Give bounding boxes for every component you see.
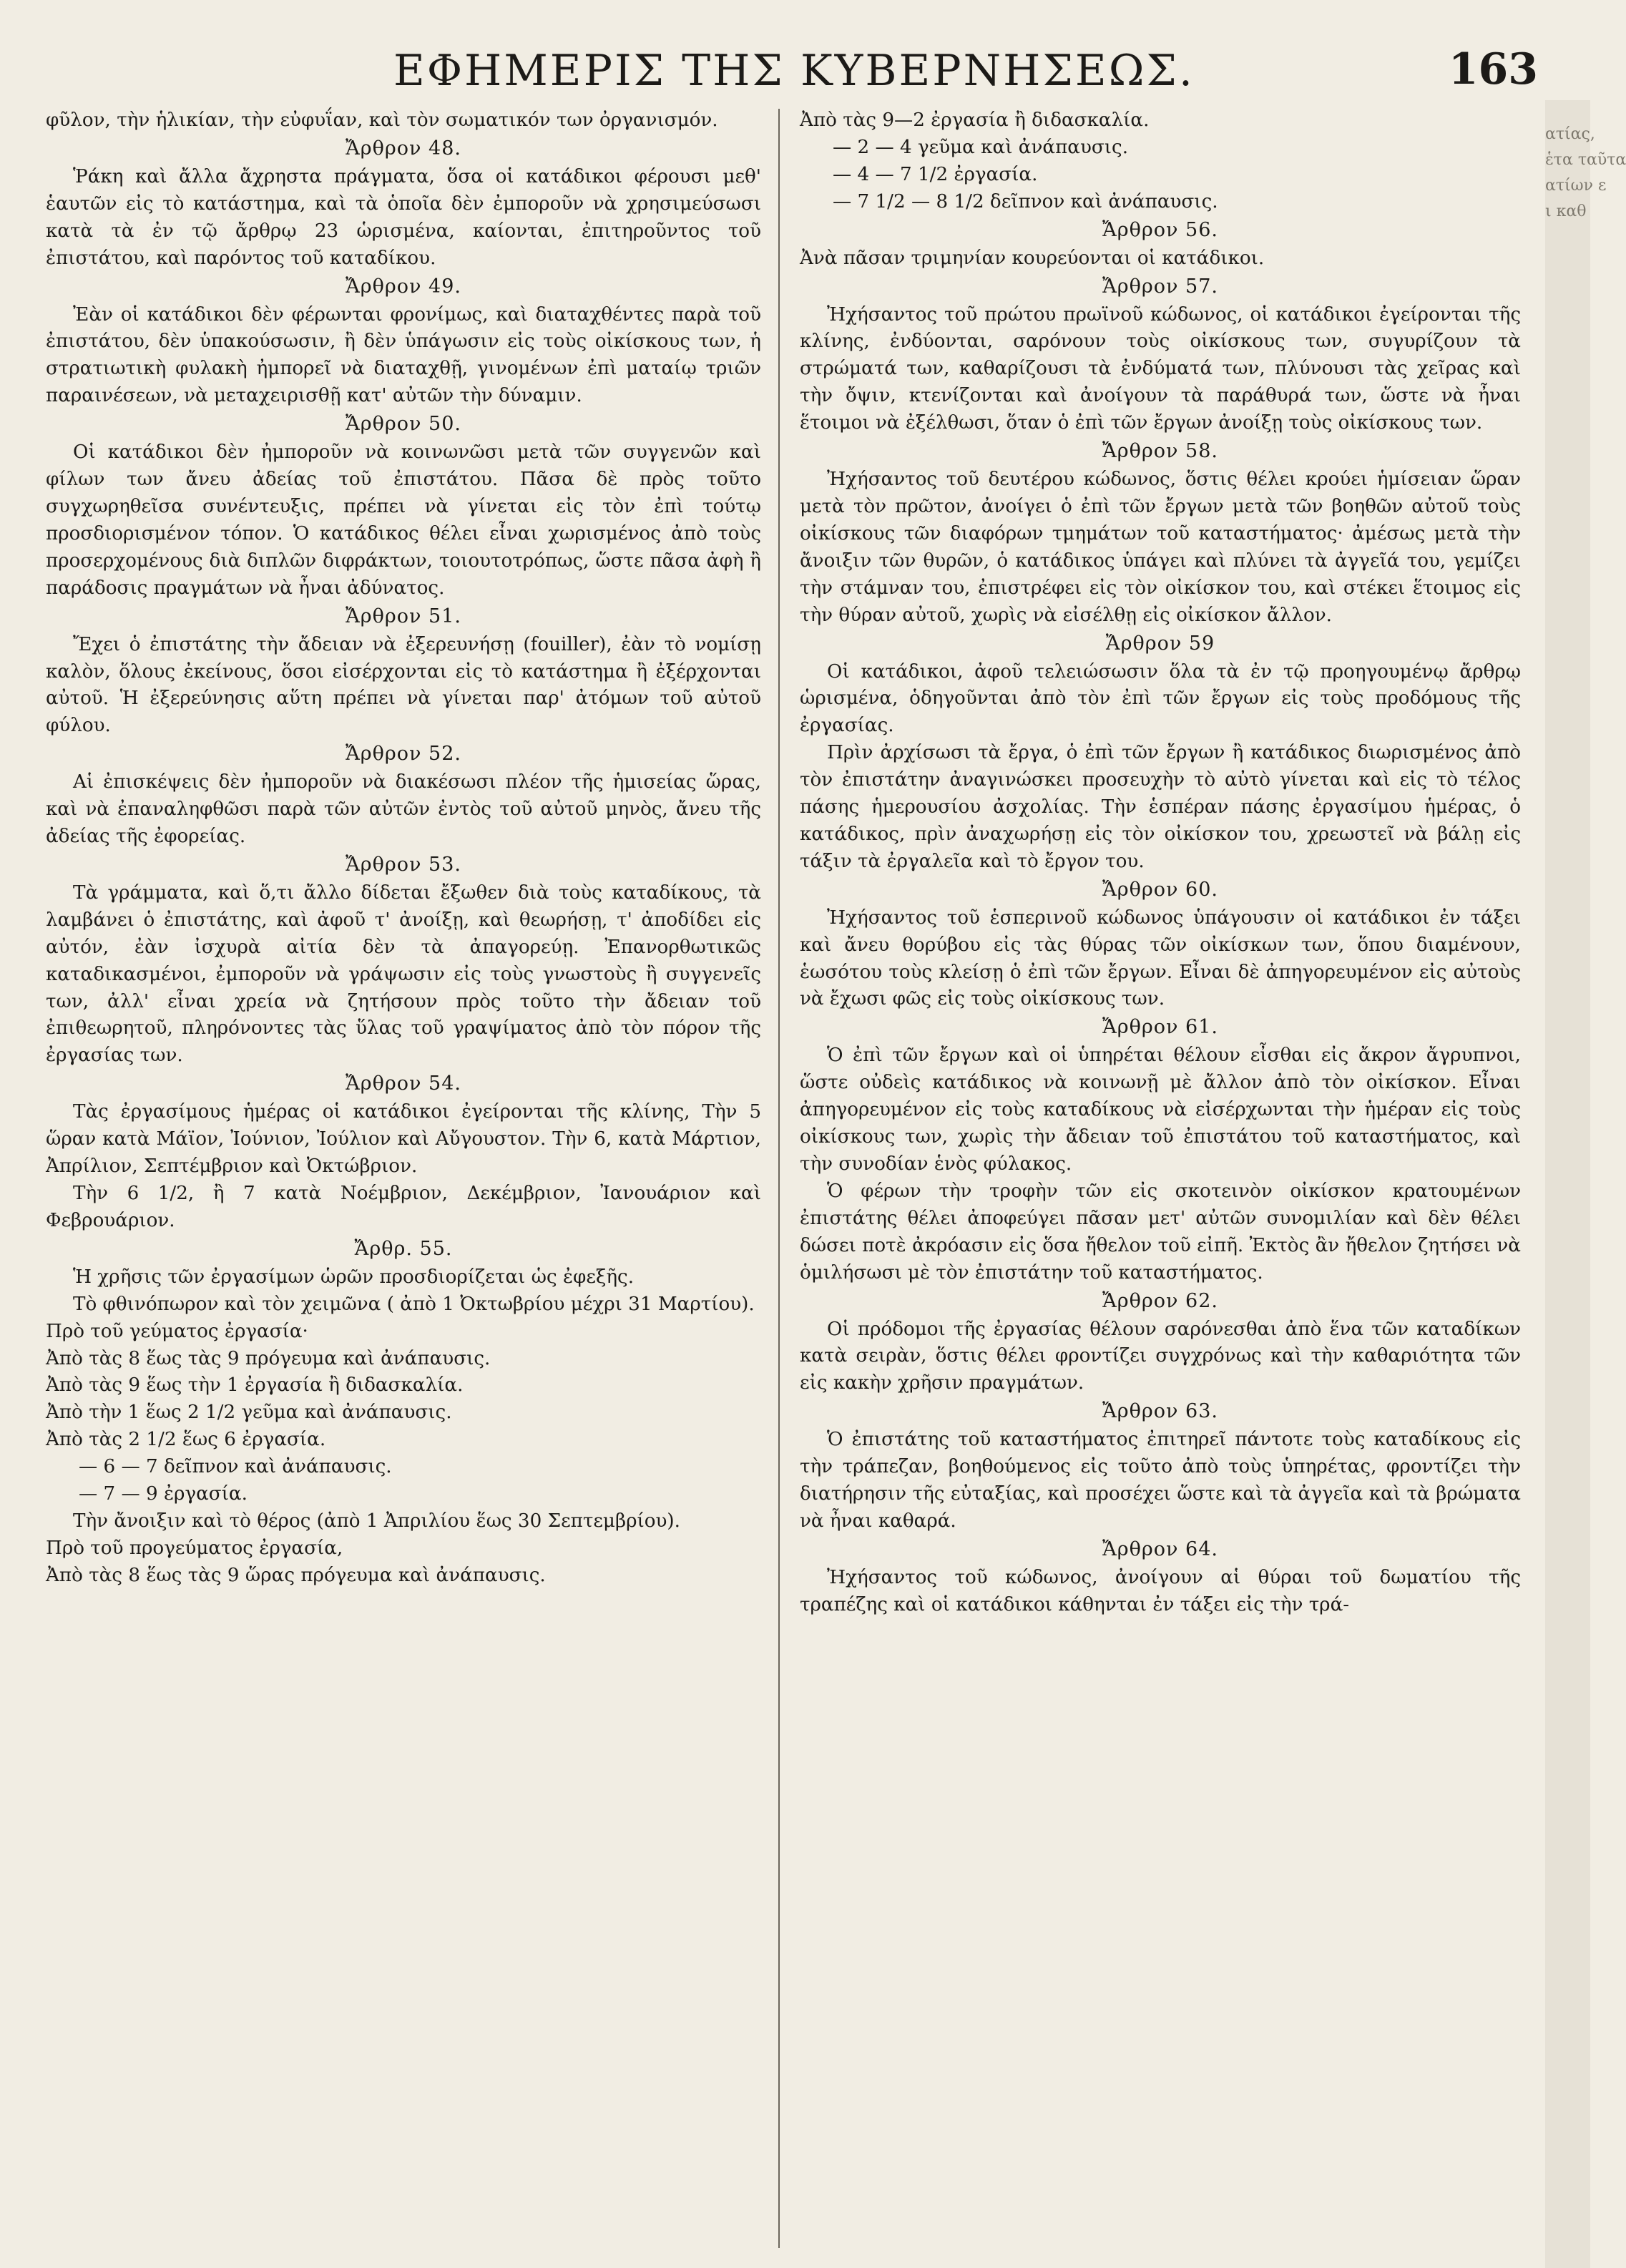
article-heading: Ἄρθρον 49. [345, 275, 461, 298]
schedule-line: Ἀπὸ τὰς 9 ἕως τὴν 1 ἐργασία ἢ διδασκαλία. [46, 1374, 464, 1397]
left-column [46, 107, 761, 2247]
article-heading: Ἄρθρον 60. [1102, 878, 1218, 901]
article-paragraph: Πρὶν ἀρχίσωσι τὰ ἔργα, ὁ ἐπὶ τῶν ἔργων ἢ κατάδικος διωρισμένος ἀπὸ τὸν ἐπιστάτην ἀναγινώσκει προσευχὴν τὸ αὐτὸ γίνεται καὶ εἰς τὸ τέλος πάσης ἡμερουσίου ἀσχολίας. Τὴν ἑσπέραν πάσης ἐργασίμου ἡμέρας, ὁ κατάδικος, πρὶν ἀναχωρήσῃ εἰς τὸν οἰκίσκον του, χρεωστεῖ νὰ βάλῃ εἰς τάξιν τὰ ἐργαλεῖα καὶ τὸ ἔργον του. [800, 742, 1521, 872]
schedule-line: — 6 — 7 δεῖπνον καὶ ἀνάπαυσις. [79, 1456, 392, 1478]
article-paragraph: Τὴν 6 1/2, ἢ 7 κατὰ Νοέμβριον, Δεκέμβριον, Ἰανουάριον καὶ Φεβρουάριον. [46, 1183, 761, 1231]
schedule-line: Πρὸ τοῦ προγεύματος ἐργασία, [46, 1537, 343, 1559]
article-paragraph: Ἠχήσαντος τοῦ ἑσπερινοῦ κώδωνος ὑπάγουσιν οἱ κατάδικοι ἐν τάξει καὶ ἄνευ θορύβου εἰς τὰς θύρας τῶν οἰκίσκων των, ὅπου διαμένουν, ἑωσότου τοὺς κλείσῃ ὁ ἐπὶ τῶν ἔργων. Εἶναι δὲ ἀπηγορευμένον εἰς αὐτοὺς νὰ ἔχωσι φῶς εἰς τοὺς οἰκίσκους των. [800, 906, 1521, 1010]
article-heading: Ἄρθρον 54. [345, 1072, 461, 1095]
schedule-line: Ἀπὸ τὴν 1 ἕως 2 1/2 γεῦμα καὶ ἀνάπαυσις. [46, 1402, 452, 1424]
schedule-line: Ἀπὸ τὰς 8 ἕως τὰς 9 ὥρας πρόγευμα καὶ ἀνάπαυσις. [46, 1564, 546, 1586]
edge-fragment: ι καθ [1545, 202, 1587, 220]
edge-fragment: ατίων ε [1545, 177, 1607, 195]
page-number: 163 [1448, 44, 1538, 94]
article-paragraph: Αἱ ἐπισκέψεις δὲν ἠμποροῦν νὰ διακέσωσι πλέον τῆς ἡμισείας ὥρας, καὶ νὰ ἐπαναληφθῶσι παρὰ τῶν αὐτῶν ἐντὸς τοῦ αὐτοῦ μηνὸς, ἄνευ τῆς ἀδείας τῆς ἐφορείας. [46, 771, 761, 848]
article-paragraph: Οἱ κατάδικοι, ἀφοῦ τελειώσωσιν ὅλα τὰ ἐν τῷ προηγουμένῳ ἄρθρῳ ὡρισμένα, ὁδηγοῦνται ἀπὸ τὸν ἐπὶ τῶν ἔργων εἰς τοὺς προδόμους τῆς ἐργασίας. [800, 660, 1521, 737]
article-paragraph: Τὰς ἐργασίμους ἡμέρας οἱ κατάδικοι ἐγείρονται τῆς κλίνης, Τὴν 5 ὥραν κατὰ Μάϊον, Ἰούνιον, Ἰούλιον καὶ Αὔγουστον. Τὴν 6, κατὰ Μάρτιον, Ἀπρίλιον, Σεπτέμβριον καὶ Ὀκτώβριον. [46, 1101, 761, 1178]
schedule-line: — 7 1/2 — 8 1/2 δεῖπνον καὶ ἀνάπαυσις. [833, 190, 1218, 212]
schedule-line: Πρὸ τοῦ γεύματος ἐργασία· [46, 1320, 308, 1342]
article-heading: Ἄρθρον 52. [345, 743, 461, 766]
article-paragraph: Ὁ φέρων τὴν τροφὴν τῶν εἰς σκοτεινὸν οἰκίσκον κρατουμένων ἐπιστάτης θέλει ἀποφεύγει πᾶσαν μετ' αὐτῶν συνομιλίαν καὶ δὲν θέλει δώσει ποτὲ ἀκρόασιν εἰς ὅσα ἤθελον τοῦ εἰπῆ. Ἐκτὸς ἂν ἤθελον ζητήσει νὰ ὁμιλήσωσι μὲ τὸν ἐπιστάτην τοῦ καταστήματος. [800, 1180, 1521, 1284]
article-heading: Ἄρθρον 51. [345, 605, 461, 627]
article-paragraph: Ἐὰν οἱ κατάδικοι δὲν φέρωνται φρονίμως, καὶ διαταχθέντες παρὰ τοῦ ἐπιστάτου, δὲν ὑπακούσωσιν, ἢ δὲν ὑπάγωσιν εἰς τοὺς οἰκίσκους των, ἡ στρατιωτικὴ φυλακὴ ἠμπορεῖ νὰ διαταχθῇ, γινομένων ἐπὶ ματαίῳ τριῶν παραινέσεων, νὰ μεταχειρισθῇ κατ' αὐτῶν τὴν δύναμιν. [46, 303, 761, 407]
edge-fragment: ἑτα ταῦτα [1545, 151, 1626, 169]
article-paragraph: Ἔχει ὁ ἐπιστάτης τὴν ἄδειαν νὰ ἐξερευνήσῃ (fouiller), ἐὰν τὸ νομίσῃ καλὸν, ὅλους ἐκείνους, ὅσοι εἰσέρχονται εἰς τὸ κατάστημα ἢ ἐξέρχονται αὐτοῦ. Ἡ ἐξερεύνησις αὕτη πρέπει νὰ γίνεται παρ' ἀτόμων τοῦ αὐτοῦ φύλου. [46, 633, 761, 737]
article-paragraph: Ἠχήσαντος τοῦ πρώτου πρωϊνοῦ κώδωνος, οἱ κατάδικοι ἐγείρονται τῆς κλίνης, ἐνδύονται, σαρόνουν τοὺς οἰκίσκους των, συγυρίζουν τὰ στρώματά των, καθαρίζουσι τὰ ἐνδύματά των, πλύνουσι τὰς χεῖρας καὶ τὴν ὄψιν, κτενίζονται καὶ ἀνοίγουν τὰ παράθυρά των, ὥστε νὰ ἦναι ἕτοιμοι νὰ ἐξέλθωσι, ὅταν ὁ ἐπὶ τῶν ἔργων ἀνοίξῃ τοὺς οἰκίσκους των. [800, 303, 1521, 434]
article-heading: Ἄρθρον 53. [345, 853, 461, 876]
schedule-line: — 2 — 4 γεῦμα καὶ ἀνάπαυσις. [833, 136, 1129, 158]
article-paragraph: Ἡ χρῆσις τῶν ἐργασίμων ὡρῶν προσδιορίζεται ὡς ἐφεξῆς. [73, 1266, 635, 1288]
article-heading: Ἄρθρον 61. [1102, 1016, 1218, 1039]
article-heading: Ἄρθρον 57. [1102, 275, 1218, 298]
column-divider [778, 109, 780, 2248]
schedule-line: φῦλον, τὴν ἡλικίαν, τὴν εὐφυΐαν, καὶ τὸν σωματικόν των ὀργανισμόν. [46, 109, 718, 131]
schedule-line: Ἀνὰ πᾶσαν τριμηνίαν κουρεύονται οἱ κατάδικοι. [800, 247, 1265, 269]
page-title: ΕΦΗΜΕΡΙΣ ΤΗΣ ΚΥΒΕΡΝΗΣΕΩΣ. [393, 46, 1195, 96]
schedule-line: Ἀπὸ τὰς 8 ἕως τὰς 9 πρόγευμα καὶ ἀνάπαυσις. [46, 1347, 491, 1369]
article-paragraph: Ὁ ἐπιστάτης τοῦ καταστήματος ἐπιτηρεῖ πάντοτε τοὺς καταδίκους εἰς τὴν τράπεζαν, βοηθούμενος εἰς τοῦτο ἀπὸ τοὺς ὑπηρέτας, φροντίζει τὴν διατήρησιν τῆς εὐταξίας, καὶ προσέχει ὥστε καὶ τὰ ἀγγεῖα καὶ τὰ βρώματα νὰ ἦναι καθαρά. [800, 1429, 1521, 1532]
article-paragraph: Οἱ κατάδικοι δὲν ἠμποροῦν νὰ κοινωνῶσι μετὰ τῶν συγγενῶν καὶ φίλων των ἄνευ ἀδείας τοῦ ἐπιστάτου. Πᾶσα δὲ πρὸς τοῦτο συγχωρηθεῖσα συνέντευξις, πρέπει νὰ γίνεται εἰς τὸν ἐπὶ τούτῳ προσδιορισμένον τόπον. Ὁ κατάδικος θέλει εἶναι χωρισμένος ἀπὸ τοὺς προσερχομένους διὰ διπλῶν διφράκτων, τοιουτοτρόπως, ὥστε πᾶσα ἀφὴ ἢ παράδοσις πραγμάτων νὰ ἦναι ἀδύνατος. [46, 441, 761, 599]
article-paragraph: Οἱ πρόδομοι τῆς ἐργασίας θέλουν σαρόνεσθαι ἀπὸ ἕνα τῶν καταδίκων κατὰ σειρὰν, ὅστις θέλει φροντίζει συγχρόνως καὶ τὴν καθαριότητα τῶν εἰς κακὴν χρῆσιν πραγμάτων. [800, 1318, 1521, 1394]
adjacent-page-edge [1545, 100, 1626, 2268]
right-column [800, 107, 1521, 2247]
schedule-line: Ἀπὸ τὰς 9—2 ἐργασία ἢ διδασκαλία. [800, 109, 1150, 131]
article-heading: Ἄρθρον 64. [1102, 1538, 1218, 1560]
article-heading: Ἄρθρον 50. [345, 413, 461, 436]
article-heading: Ἄρθρον 59 [1105, 632, 1215, 655]
article-paragraph: Τὸ φθινόπωρον καὶ τὸν χειμῶνα ( ἀπὸ 1 Ὀκτωβρίου μέχρι 31 Μαρτίου). [73, 1293, 755, 1315]
article-paragraph: Ἠχήσαντος τοῦ δευτέρου κώδωνος, ὅστις θέλει κρούει ἡμίσειαν ὥραν μετὰ τὸν πρῶτον, ἀνοίγει ὁ ἐπὶ τῶν ἔργων μετὰ τῶν βοηθῶν αὐτοῦ τοὺς οἰκίσκους τῶν διαφόρων τμημάτων τοῦ καταστήματος· ἀμέσως μετὰ τὴν ἄνοιξιν τῶν θυρῶν, ὁ κατάδικος ὑπάγει καὶ πλύνει τὰ ἀγγεῖά του, γεμίζει τὴν στάμναν του, ἐπιστρέφει εἰς τὸν οἰκίσκον του, καὶ στέκει ἕτοιμος εἰς τὴν θύραν αὐτοῦ, χωρὶς νὰ εἰσέλθῃ εἰς οἰκίσκον ἄλλον. [800, 469, 1521, 626]
article-paragraph: Τὴν ἄνοιξιν καὶ τὸ θέρος (ἀπὸ 1 Ἀπριλίου ἕως 30 Σεπτεμβρίου). [73, 1510, 680, 1532]
article-heading: Ἄρθρ. 55. [354, 1237, 453, 1260]
article-heading: Ἄρθρον 63. [1102, 1400, 1218, 1423]
schedule-line: — 7 — 9 ἐργασία. [79, 1483, 248, 1505]
article-heading: Ἄρθρον 48. [345, 137, 461, 160]
article-paragraph: Ῥάκη καὶ ἄλλα ἄχρηστα πράγματα, ὅσα οἱ κατάδικοι φέρουσι μεθ' ἑαυτῶν εἰς τὸ κατάστημα, καὶ τὰ ὁποῖα δὲν ἐμποροῦν νὰ χρησιμεύσωσι κατὰ τὰ ἐν τῷ ἄρθρῳ 23 ὡρισμένα, καίονται, ἐπιτηροῦντος τοῦ ἐπιστάτου, καὶ παρόντος τοῦ καταδίκου. [46, 165, 761, 269]
schedule-line: — 4 — 7 1/2 ἐργασία. [833, 163, 1038, 185]
article-heading: Ἄρθρον 62. [1102, 1289, 1218, 1312]
article-paragraph: Ὁ ἐπὶ τῶν ἔργων καὶ οἱ ὑπηρέται θέλουν εἶσθαι εἰς ἄκρον ἄγρυπνοι, ὥστε οὐδεὶς κατάδικος νὰ κοινωνῇ μὲ ἄλλον ἀπὸ τὸν οἰκίσκον. Εἶναι ἀπηγορευμένον εἰς τοὺς καταδίκους νὰ εἰσέρχωνται τὴν ἡμέραν εἰς τοὺς οἰκίσκους των, χωρὶς τὴν ἄδειαν τοῦ ἐπιστάτου τοῦ καταστήματος, καὶ τὴν συνοδίαν ἑνὸς φύλακος. [800, 1045, 1521, 1175]
article-paragraph: Ἠχήσαντος τοῦ κώδωνος, ἀνοίγουν αἱ θύραι τοῦ δωματίου τῆς τραπέζης καὶ οἱ κατάδικοι κάθηνται ἐν τάξει εἰς τὴν τρά- [800, 1566, 1521, 1616]
article-heading: Ἄρθρον 56. [1102, 218, 1218, 241]
page-header [50, 29, 1538, 107]
article-paragraph: Τὰ γράμματα, καὶ ὅ,τι ἄλλο δίδεται ἔξωθεν διὰ τοὺς καταδίκους, τὰ λαμβάνει ὁ ἐπιστάτης, καὶ ἀφοῦ τ' ἀνοίξῃ, καὶ θεωρήσῃ, τ' ἀποδίδει εἰς αὐτόν, ἐὰν ἰσχυρὰ αἰτία δὲν τὰ ἀπαγορεύῃ. Ἐπανορθωτικῶς καταδικασμένοι, ἐμποροῦν νὰ γράψωσιν εἰς τοὺς γνωστοὺς ἢ συγγενεῖς των, ἀλλ' εἶναι χρεία νὰ ζητήσουν πρὸς τοῦτο τὴν ἄδειαν τοῦ ἐπιθεωρητοῦ, πληρόνοντες τὰς ὕλας τοῦ γραψίματος ἀπὸ τὸν πόρον τῆς ἐργασίας των. [46, 881, 761, 1067]
edge-fragment: ατίας, [1545, 125, 1595, 143]
article-heading: Ἄρθρον 58. [1102, 440, 1218, 463]
schedule-line: Ἀπὸ τὰς 2 1/2 ἕως 6 ἐργασία. [46, 1429, 326, 1451]
